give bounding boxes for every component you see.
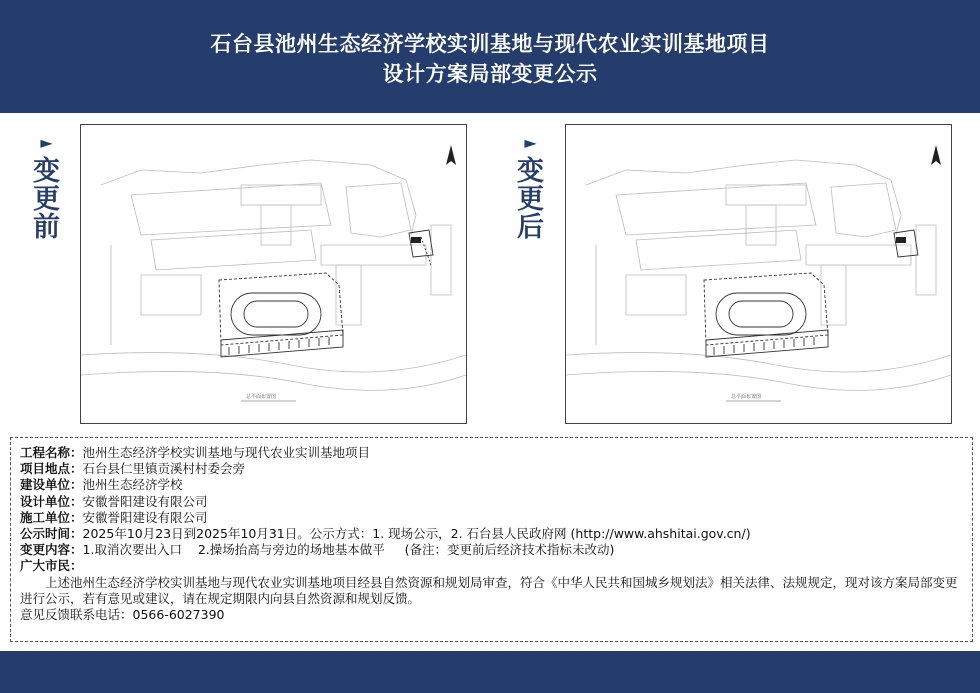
info-label: 广大市民：: [20, 558, 83, 574]
info-value: 2025年10月23日到2025年10月31日。公示方式：1. 现场公示，2. 石台县人民政府网 (http://www.ahshitai.gov.cn/): [82, 526, 751, 542]
info-value: 安徽誉阳建设有限公司: [82, 509, 208, 525]
before-label: [33, 134, 60, 242]
after-label-char: 后: [517, 212, 544, 243]
info-row-project-name: [20, 445, 972, 461]
info-label: 公示时间：: [20, 526, 83, 542]
info-value: 池州生态经济学校: [82, 477, 183, 493]
info-row-change: [20, 542, 972, 558]
info-label: 工程名称：: [20, 445, 83, 460]
info-row-designer: [20, 494, 972, 510]
info-label: 施工单位：: [20, 509, 83, 525]
info-value: 1.取消次要出入口 2.操场抬高与旁边的场地基本做平 (备注：变更前后经济技术指标未改动): [82, 542, 615, 558]
page-subtitle: 设计方案局部变更公示: [382, 62, 598, 86]
info-label: 建设单位：: [20, 477, 83, 493]
info-value: 安徽誉阳建设有限公司: [82, 493, 208, 509]
info-row-period: [20, 526, 972, 542]
page-title: 石台县池州生态经济学校实训基地与现代农业实训基地项目: [210, 32, 770, 56]
info-label: 变更内容：: [20, 542, 83, 558]
notice-paragraph: 上述池州生态经济学校实训基地与现代农业实训基地项目经县自然资源和规划局审查，符合《中华人民共和国城乡规划法》相关法律、法规规定，现对该方案局部变更进行公示，若有意见或建议，请在规定期限内向县自然资源和规划反馈。: [20, 574, 958, 607]
svg-text:总平面布置图: 总平面布置图: [731, 394, 762, 400]
info-row-constructor: [20, 510, 972, 526]
info-label: 项目地点：: [20, 461, 83, 477]
marker-icon: ►: [524, 133, 537, 152]
after-label-char: 变: [517, 156, 544, 187]
info-label: 设计单位：: [20, 493, 83, 509]
site-plan-drawing: [566, 125, 951, 423]
before-label-char: 变: [33, 156, 60, 187]
info-row-public: [20, 558, 972, 574]
svg-text:总平面布置图: 总平面布置图: [246, 394, 277, 400]
before-label-char: 前: [33, 212, 60, 243]
after-label: [517, 134, 544, 242]
info-value: 池州生态经济学校实训基地与现代农业实训基地项目: [82, 445, 371, 460]
before-label-char: 更: [33, 184, 60, 215]
site-plan-drawing: [81, 125, 466, 423]
contact-phone: 意见反馈联系电话：0566-6027390: [20, 607, 225, 623]
header-banner: [0, 0, 980, 113]
info-row-location: [20, 461, 972, 477]
site-plan-after: [565, 124, 952, 424]
site-plan-before: [80, 124, 467, 424]
info-row-builder: [20, 477, 972, 493]
info-value: 石台县仁里镇贡溪村村委会旁: [82, 461, 246, 477]
marker-icon: ►: [40, 133, 53, 152]
project-info-box: [10, 437, 973, 642]
after-label-char: 更: [517, 184, 544, 215]
footer-banner: [0, 651, 980, 693]
